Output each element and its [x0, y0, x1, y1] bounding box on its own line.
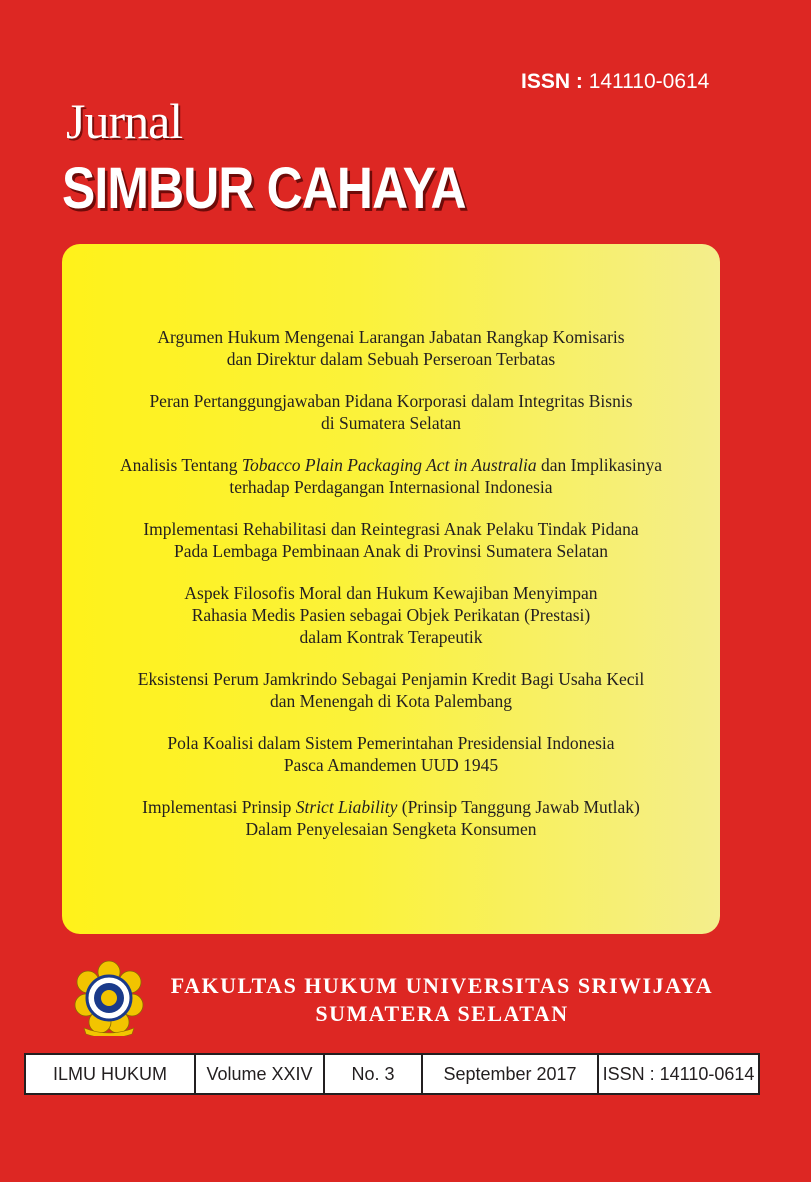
faculty-line: FAKULTAS HUKUM UNIVERSITAS SRIWIJAYA	[170, 973, 714, 998]
contents-panel	[62, 244, 720, 934]
article-item	[62, 390, 720, 434]
article-text: dan Implikasinya	[536, 455, 663, 475]
article-line: Implementasi Rehabilitasi dan Reintegrasi Anak Pelaku Tindak Pidana	[143, 519, 639, 539]
university-logo-icon	[70, 958, 148, 1036]
issn-label: ISSN :	[521, 70, 583, 93]
issn-cell: ISSN : 14110-0614	[602, 1063, 755, 1084]
journal-word: Jurnal	[66, 93, 183, 149]
issue-info-bar	[24, 1053, 760, 1095]
journal-title: SIMBUR CAHAYA	[62, 156, 466, 221]
article-line: Aspek Filosofis Moral dan Hukum Kewajiban Menyimpan	[184, 583, 598, 603]
article-item	[62, 732, 720, 776]
faculty-line: SUMATERA SELATAN	[315, 1001, 569, 1026]
article-item	[62, 796, 720, 840]
article-item	[62, 326, 720, 370]
article-italic: Tobacco Plain Packaging Act in Australia	[241, 455, 537, 475]
date-cell: September 2017	[423, 1055, 599, 1093]
article-line: Pola Koalisi dalam Sistem Pemerintahan Presidensial Indonesia	[167, 733, 615, 753]
article-list	[62, 326, 720, 860]
field-cell: ILMU HUKUM	[26, 1055, 196, 1093]
article-text: (Prinsip Tanggung Jawab Mutlak)	[397, 797, 640, 817]
article-line: Argumen Hukum Mengenai Larangan Jabatan Rangkap Komisaris	[157, 327, 625, 347]
article-italic: Strict Liability	[295, 797, 398, 817]
issn-top	[521, 70, 709, 94]
issn-value: 141110-0614	[588, 70, 710, 93]
faculty-name	[162, 972, 722, 1028]
article-text: Implementasi Prinsip	[142, 797, 296, 817]
number-cell: No. 3	[325, 1055, 423, 1093]
article-line: Rahasia Medis Pasien sebagai Objek Perikatan (Prestasi)	[191, 605, 591, 625]
article-line: dalam Kontrak Terapeutik	[299, 627, 483, 647]
article-item	[62, 454, 720, 498]
article-line: terhadap Perdagangan Internasional Indonesia	[229, 477, 553, 497]
article-line: Dalam Penyelesaian Sengketa Konsumen	[245, 819, 537, 839]
article-line: di Sumatera Selatan	[321, 413, 461, 433]
article-line: dan Direktur dalam Sebuah Perseroan Terbatas	[226, 349, 556, 369]
article-text: Analisis Tentang	[119, 455, 242, 475]
article-item	[62, 582, 720, 648]
article-line: Eksistensi Perum Jamkrindo Sebagai Penjamin Kredit Bagi Usaha Kecil	[137, 669, 645, 689]
article-line: Pada Lembaga Pembinaan Anak di Provinsi Sumatera Selatan	[174, 541, 608, 561]
article-item	[62, 668, 720, 712]
article-item	[62, 518, 720, 562]
article-line: Pasca Amandemen UUD 1945	[283, 755, 499, 775]
article-line: dan Menengah di Kota Palembang	[269, 691, 513, 711]
volume-cell: Volume XXIV	[196, 1055, 325, 1093]
article-line	[62, 796, 720, 818]
article-line: Peran Pertanggungjawaban Pidana Korporasi dalam Integritas Bisnis	[149, 391, 633, 411]
article-line	[62, 454, 720, 476]
